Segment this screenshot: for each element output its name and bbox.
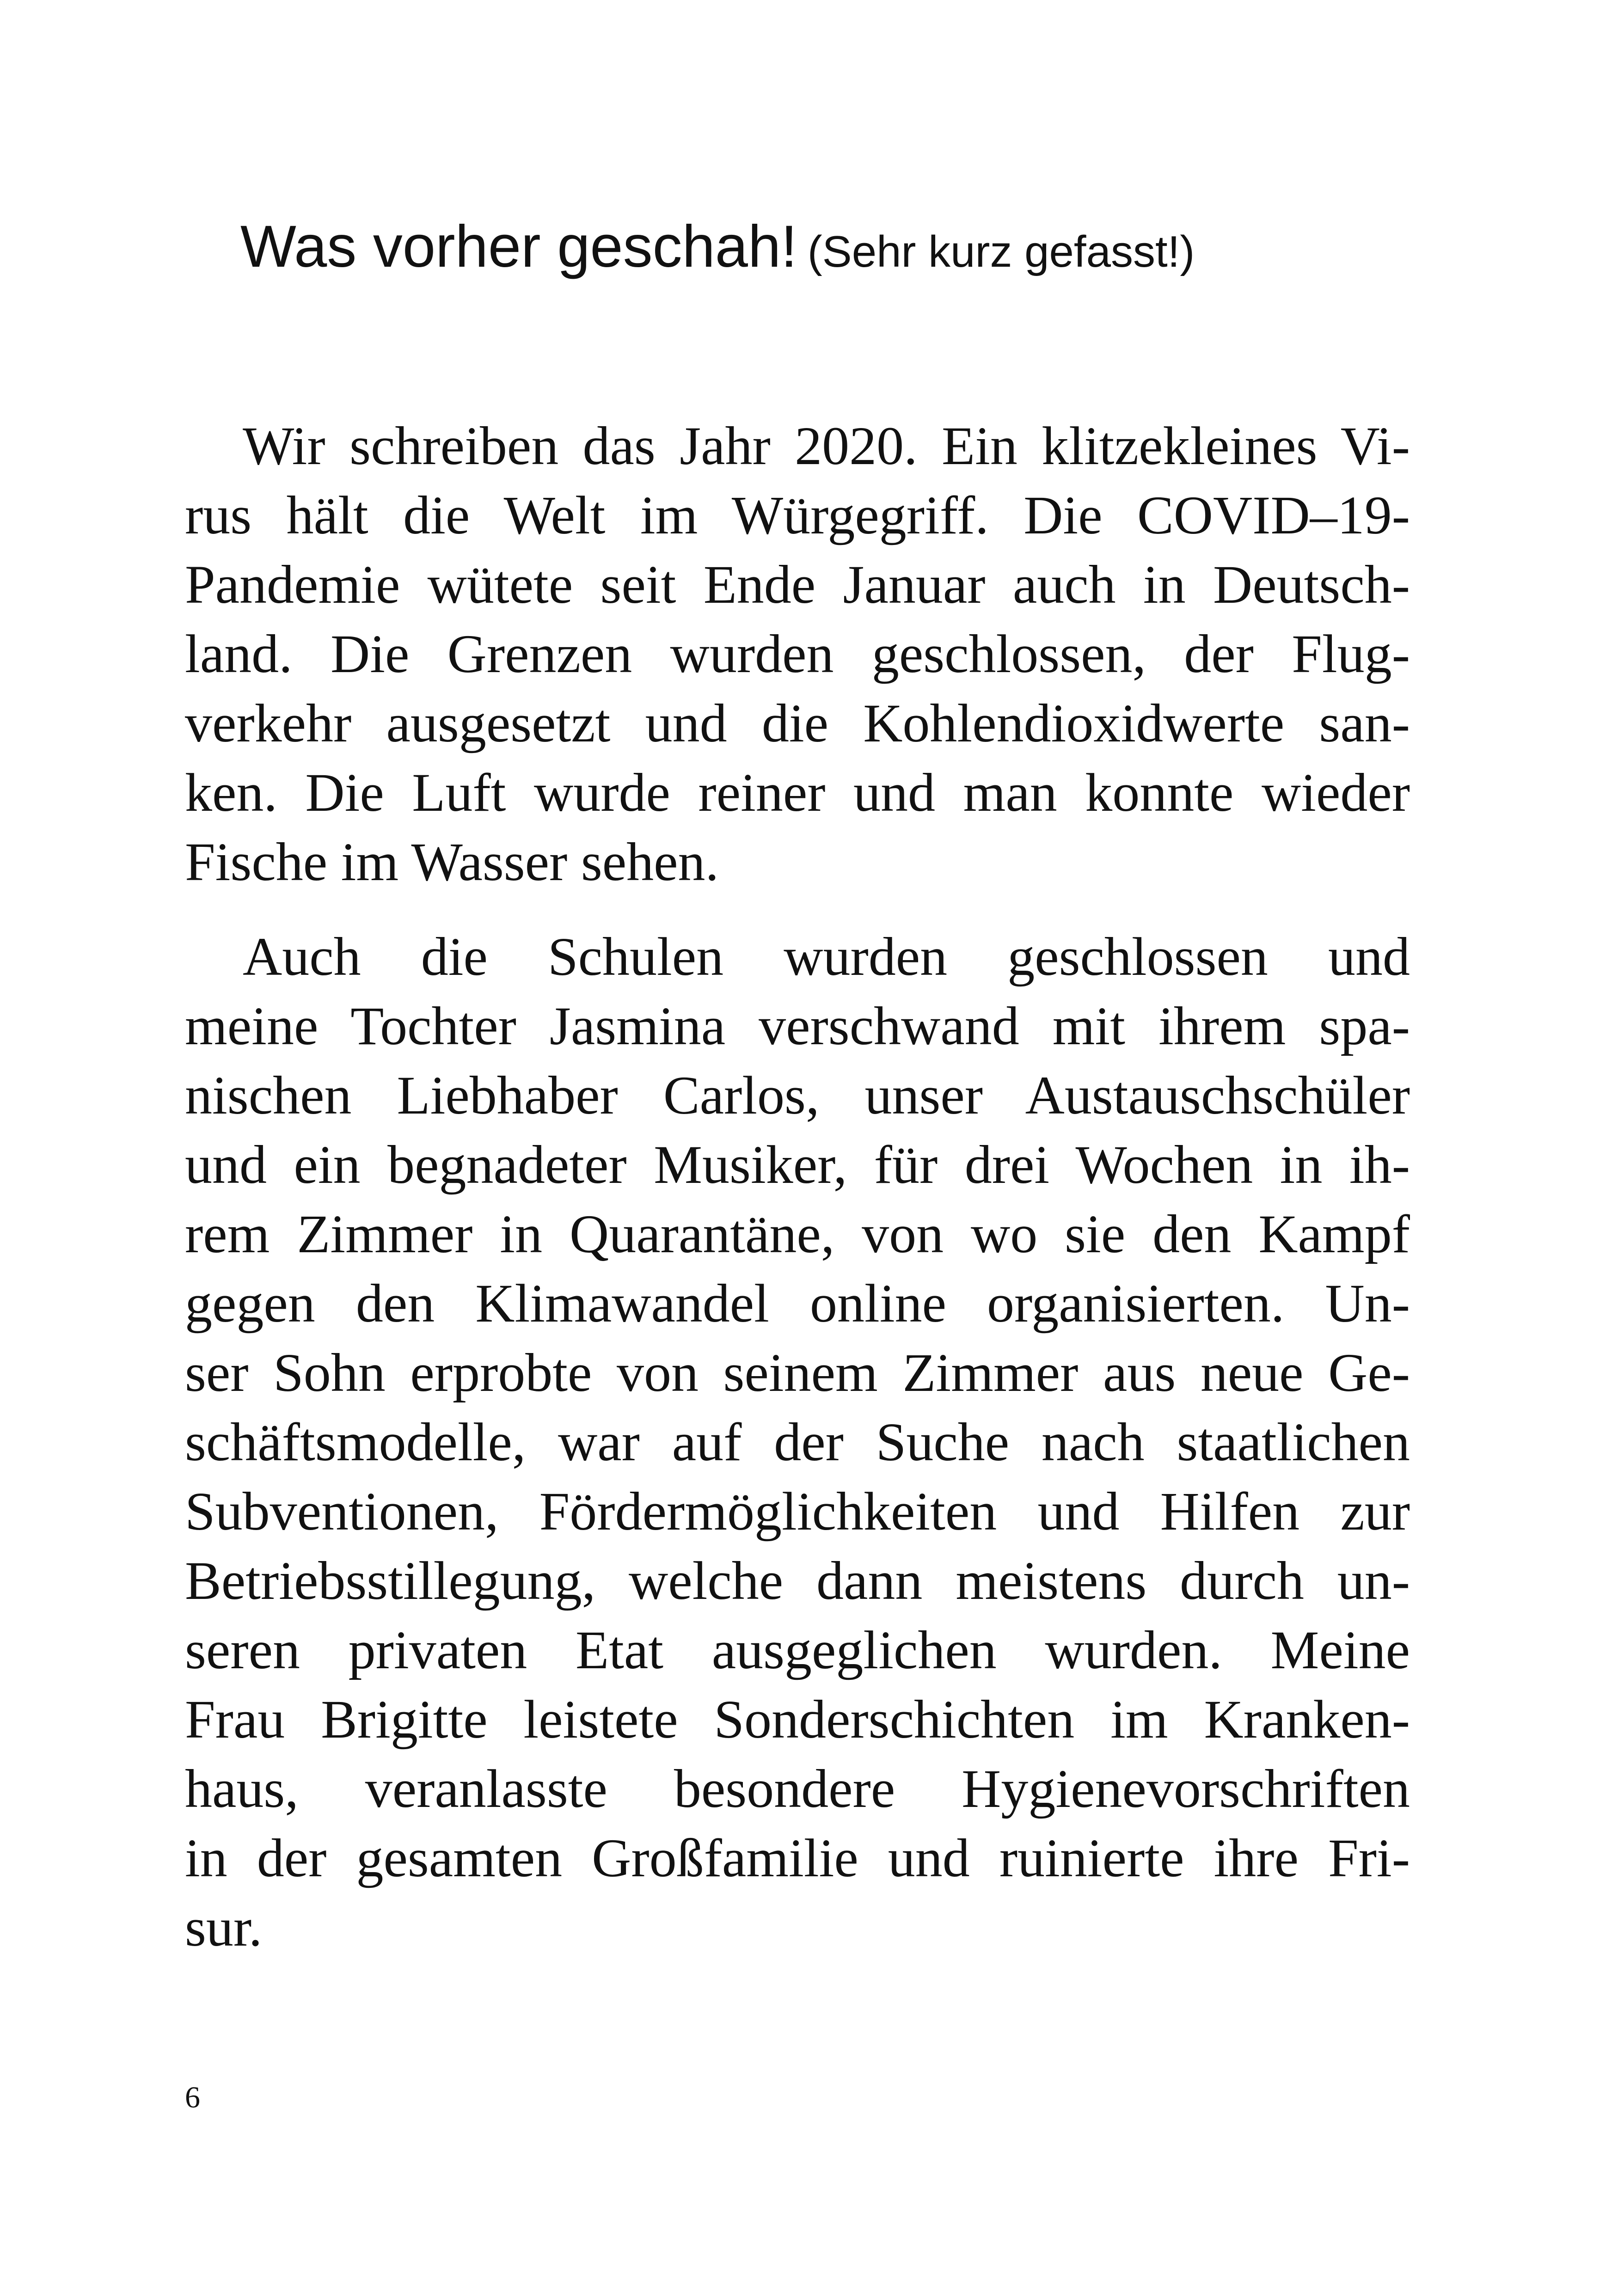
paragraph-spacer — [185, 897, 1410, 922]
text-line: Auch die Schulen wurden geschlossen und — [243, 926, 1410, 987]
text-line: ken. Die Luft wurde reiner und man konnte wieder — [185, 762, 1410, 823]
text-line: Betriebsstillegung, welche dann meistens durch un- — [185, 1550, 1410, 1611]
text-line: rus hält die Welt im Würgegriff. Die COVID–19- — [185, 485, 1410, 545]
chapter-heading — [240, 214, 1442, 280]
text-line: Pandemie wütete seit Ende Januar auch in Deutsch- — [185, 554, 1410, 615]
text-line: schäftsmodelle, war auf der Suche nach staatlichen — [185, 1412, 1410, 1472]
text-line: in der gesamten Großfamilie und ruinierte ihre Fri- — [185, 1828, 1410, 1888]
chapter-subtitle: (Sehr kurz gefasst!) — [807, 227, 1195, 276]
text-line: rem Zimmer in Quarantäne, von wo sie den Kampf — [185, 1204, 1410, 1264]
paragraph-1 — [185, 411, 1410, 897]
text-line: Frau Brigitte leistete Sonderschichten im Kranken- — [185, 1689, 1410, 1750]
body-text — [185, 411, 1410, 1962]
text-line: meine Tochter Jasmina verschwand mit ihrem spa- — [185, 996, 1410, 1056]
paragraph-2 — [185, 922, 1410, 1962]
text-line: verkehr ausgesetzt und die Kohlendioxidwerte san- — [185, 693, 1410, 753]
text-line: Subventionen, Fördermöglichkeiten und Hilfen zur — [185, 1481, 1410, 1542]
text-line: ser Sohn erprobte von seinem Zimmer aus neue Ge- — [185, 1342, 1410, 1403]
text-line: Wir schreiben das Jahr 2020. Ein klitzekleines Vi- — [243, 416, 1410, 476]
text-line: Fische im Wasser sehen. — [185, 832, 719, 892]
chapter-title: Was vorher geschah! — [240, 214, 797, 280]
text-line: und ein begnadeter Musiker, für drei Wochen in ih- — [185, 1134, 1410, 1195]
text-line: gegen den Klimawandel online organisierten. Un- — [185, 1273, 1410, 1334]
text-line: sur. — [185, 1897, 263, 1958]
text-line: land. Die Grenzen wurden geschlossen, der Flug- — [185, 624, 1410, 684]
text-line: haus, veranlasste besondere Hygienevorschriften — [185, 1758, 1410, 1819]
text-line: nischen Liebhaber Carlos, unser Austauschschüler — [185, 1065, 1410, 1126]
page-number: 6 — [185, 2081, 200, 2114]
text-line: seren privaten Etat ausgeglichen wurden. Meine — [185, 1620, 1410, 1680]
